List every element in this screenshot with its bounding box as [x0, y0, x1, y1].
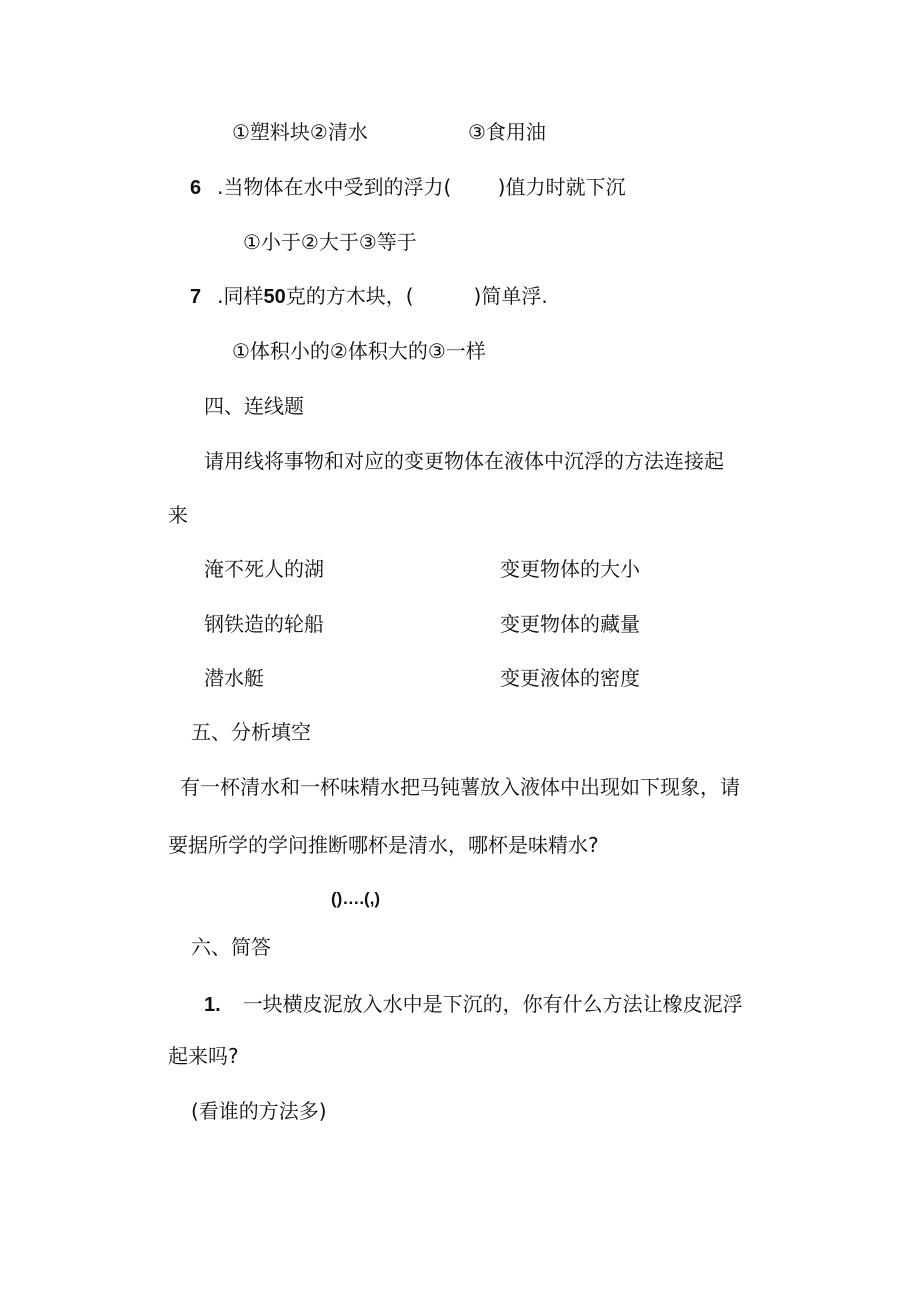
section4-instruction-line2: 来 — [168, 503, 188, 527]
section4-heading: 四、连线题 — [204, 394, 304, 418]
match-right-item: 变更液体的密度 — [500, 666, 640, 690]
q7-question — [190, 284, 548, 309]
section5-para-line1: 有一杯清水和一杯味精水把马钝薯放入液体中出现如下现象，请 — [180, 775, 740, 799]
q7-text-post: 克的方木块，( )简单浮. — [285, 284, 548, 308]
section6-q1-line1: 一块横皮泥放入水中是下沉的，你有什么方法让橡皮泥浮 — [242, 992, 743, 1016]
q7-options: ①体积小的②体积大的③一样 — [232, 339, 486, 363]
section4-instruction-line1: 请用线将事物和对应的变更物体在液体中沉浮的方法连接起 — [204, 449, 724, 473]
match-right-item: 变更物体的藏量 — [500, 612, 640, 636]
section6-q1-line2: 起来吗? — [168, 1044, 239, 1068]
q6-options: ①小于②大于③等于 — [243, 230, 417, 254]
section5-para-line2: 要据所学的学问推断哪杯是清水，哪杯是味精水? — [168, 833, 599, 857]
match-left-item: 潜水艇 — [204, 666, 264, 690]
q5-options-b: ③食用油 — [468, 120, 546, 144]
match-left-item: 淹不死人的湖 — [204, 557, 324, 581]
match-left-item: 钢铁造的轮船 — [204, 612, 324, 636]
section6-q1-number: 1. — [204, 994, 221, 1016]
section6-heading: 六、简答 — [191, 935, 271, 959]
q7-number: 7 — [190, 286, 202, 308]
q6-text: .当物体在水中受到的浮力( )值力时就下沉 — [217, 175, 626, 199]
q7-text-pre: .同样 — [217, 284, 264, 308]
q5-options-a: ①塑料块②清水 — [232, 120, 368, 144]
q6-number: 6 — [190, 177, 202, 199]
section6-q1 — [204, 992, 743, 1017]
section5-blank: ()….(,) — [331, 889, 381, 908]
section5-heading: 五、分析填空 — [191, 720, 311, 744]
q7-text-num: 50 — [263, 286, 286, 308]
q6-question — [190, 175, 625, 200]
section6-q1-note: (看谁的方法多) — [191, 1099, 327, 1123]
match-right-item: 变更物体的大小 — [500, 557, 640, 581]
